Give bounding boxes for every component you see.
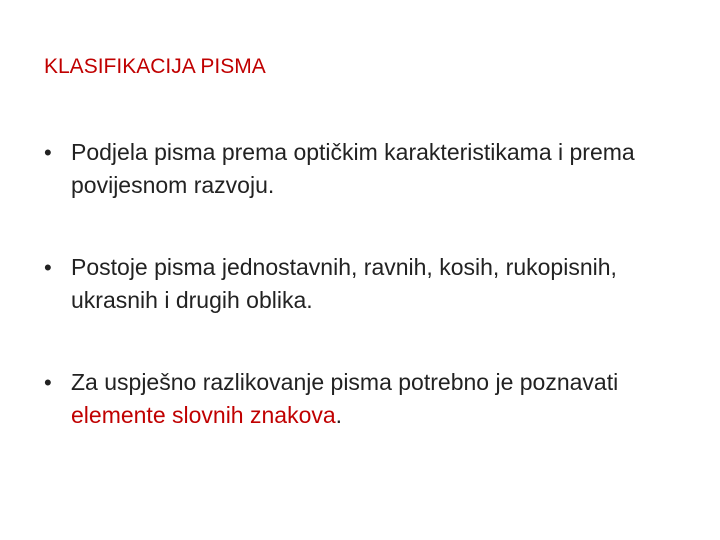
bullet-icon: • (44, 370, 52, 395)
bullet-icon: • (44, 140, 52, 165)
bullet-item-optical-classification (44, 136, 684, 202)
slide-title: KLASIFIKACIJA PISMA (44, 55, 266, 78)
bullet-text-before: Za uspješno razlikovanje pisma potrebno je poznavati (71, 369, 619, 395)
bullet-list (44, 136, 684, 432)
bullet-icon: • (44, 255, 52, 280)
highlighted-phrase: elemente slovnih znakova (71, 402, 336, 428)
bullet-item-script-forms (44, 251, 684, 317)
bullet-text: Podjela pisma prema optičkim karakteristikama i prema povijesnom razvoju. (71, 139, 635, 198)
bullet-text: Postoje pisma jednostavnih, ravnih, kosih, rukopisnih, ukrasnih i drugih oblika. (71, 254, 617, 313)
bullet-item-character-elements (44, 366, 684, 432)
bullet-text-after: . (335, 402, 343, 428)
